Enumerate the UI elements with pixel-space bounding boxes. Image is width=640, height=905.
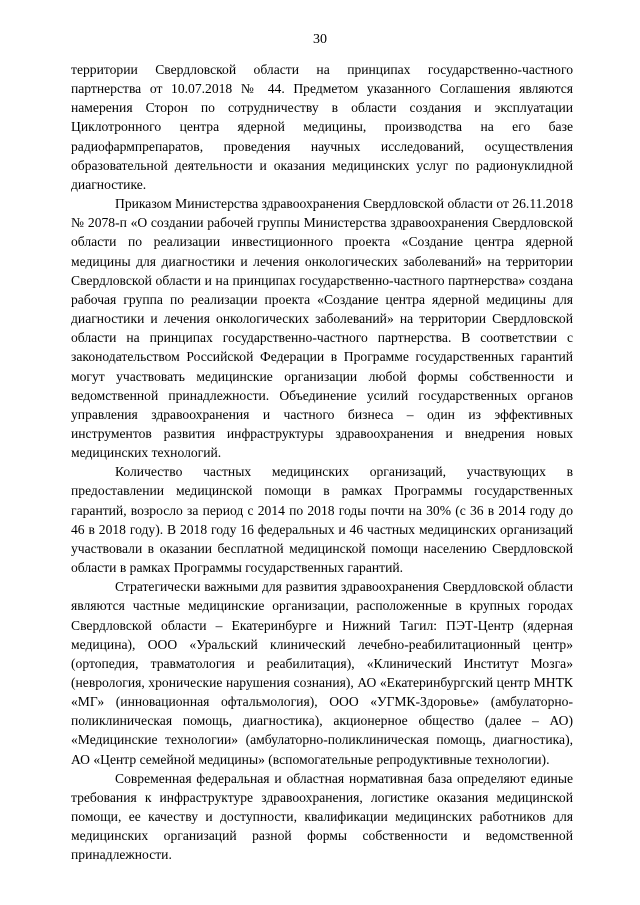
- page-number: 30: [313, 32, 327, 47]
- paragraph-4: Стратегически важными для развития здравоохранения Свердловской области являются частные медицинские организации, расположенные в крупных городах Свердловской области – Екатеринбурге и Нижний Тагил: ПЭТ-Центр (ядерная медицина), ООО «Уральский клинический лечебно-реабилитационный центр» (ортопедия, травматология и реабилитация), «Клинический Институт Мозга» (неврология, хронические нарушения сознания), АО «Екатеринбургский центр МНТК «МГ» (инновационная офтальмология), ООО «УГМК-Здоровье» (амбулаторно-поликлиническая помощь, диагностика), акционерное общество (далее – АО) «Медицинские технологии» (амбулаторно-поликлиническая помощь, диагностика), АО «Центр семейной медицины» (вспомогательные репродуктивные технологии).: [71, 579, 573, 767]
- paragraph-5: Современная федеральная и областная нормативная база определяют единые требования к инфраструктуре здравоохранения, логистике оказания медицинской помощи, ее качеству и доступности, квалификации медицинских работников для медицинских организаций разной формы собственности и ведомственной принадлежности.: [71, 770, 573, 863]
- paragraph-1: территории Свердловской области на принципах государственно-частного партнерства от 10.07.2018 № 44. Предметом указанного Соглашения являются намерения Сторон по сотрудничеству в области создания и эксплуатации Циклотронного центра ядерной медицины, производства на его базе радиофармпрепаратов, проведения научных исследований, осуществления образовательной деятельности и оказания медицинских услуг по радионуклидной диагностике.: [71, 62, 573, 192]
- document-body: [71, 60, 573, 865]
- paragraph-2: Приказом Министерства здравоохранения Свердловской области от 26.11.2018 № 2078-п «О создании рабочей группы Министерства здравоохранения Свердловской области по реализации инвестиционного проекта «Создание центра ядерной медицины для диагностики и лечения онкологических заболеваний» на территории Свердловской области и на принципах государственно-частного партнерства» создана рабочая группа по реализации проекта «Создание центра ядерной медицины для диагностики и лечения онкологических заболеваний» на территории Свердловской области на принципах государственно-частного партнерства. В соответствии с законодательством Российской Федерации в Программе государственных гарантий могут участвовать медицинские организации любой формы собственности и ведомственной принадлежности. Объединение усилий государственных органов управления здравоохранения и частного бизнеса – один из эффективных инструментов развития инфраструктуры здравоохранения и внедрения новых медицинских технологий.: [71, 196, 573, 461]
- paragraph-3: Количество частных медицинских организаций, участвующих в предоставлении медицинской помощи в рамках Программы государственных гарантий, возросло за период с 2014 по 2018 годы почти на 30% (с 36 в 2014 году до 46 в 2018 году). В 2018 году 16 федеральных и 46 частных медицинских организаций участвовали в оказании бесплатной медицинской помощи населению Свердловской области в рамках Программы государственных гарантий.: [71, 464, 573, 576]
